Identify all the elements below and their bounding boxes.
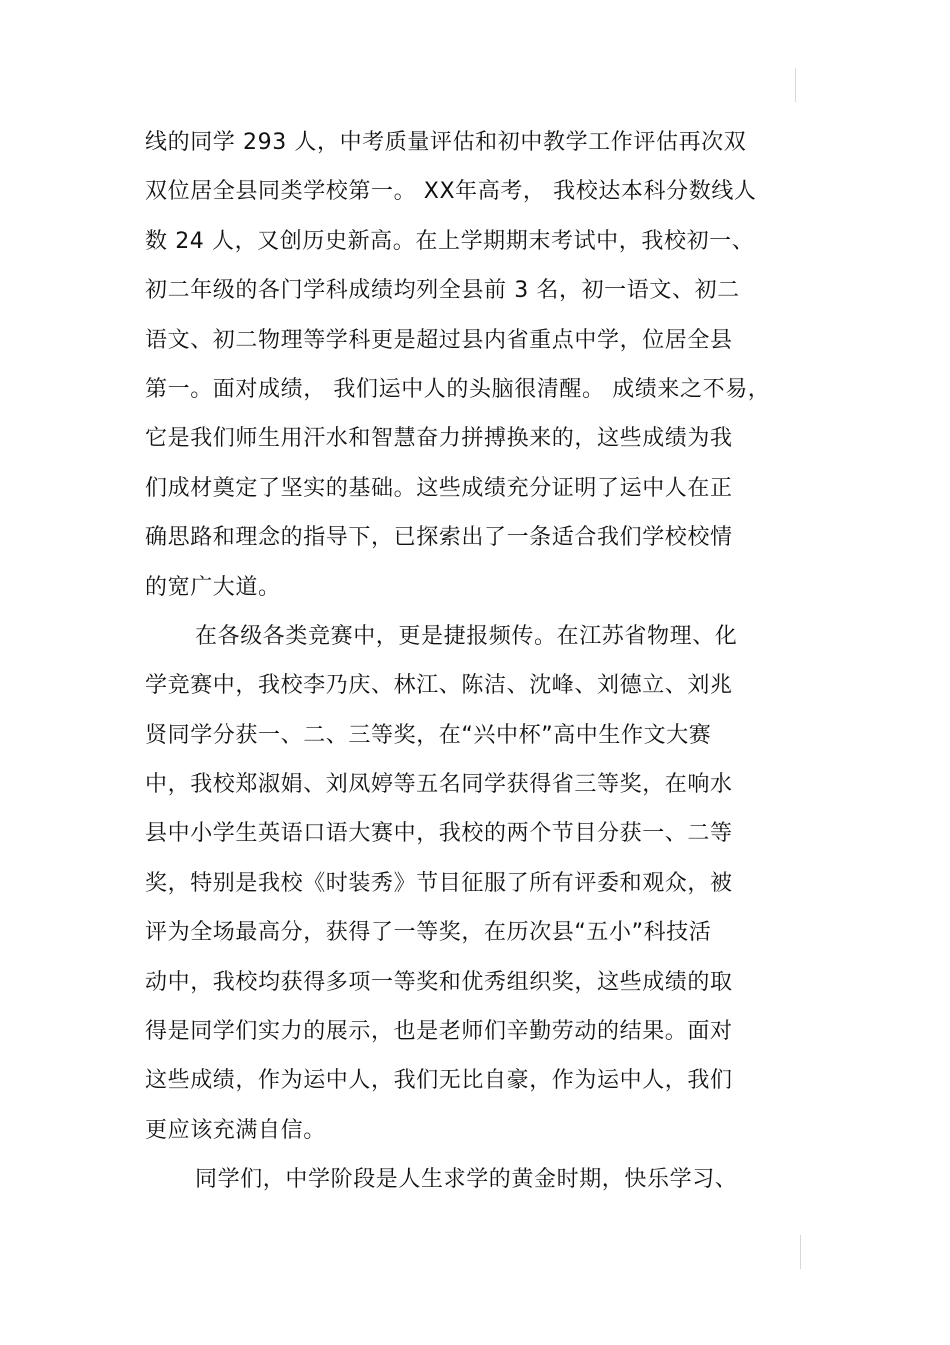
text-line: 奖，特别是我校《时装秀》节目征服了所有评委和观众，被 <box>145 870 733 896</box>
text-line: 县中小学生英语口语大赛中，我校的两个节目分获一、二等 <box>145 821 733 847</box>
text-line: 线的同学 293 人，中考质量评估和初中教学工作评估再次双 <box>145 130 747 155</box>
margin-mark-bottom <box>800 1235 801 1269</box>
text-line: 贤同学分获一、二、三等奖，在“兴中杯”高中生作文大赛 <box>145 722 712 748</box>
text-line: 动中，我校均获得多项一等奖和优秀组织奖，这些成绩的取 <box>145 969 733 995</box>
text-line: 更应该充满自信。 <box>145 1117 326 1143</box>
text-line: 们成材奠定了坚实的基础。这些成绩充分证明了运中人在正 <box>145 475 733 501</box>
text-line: 确思路和理念的指导下，已探索出了一条适合我们学校校情 <box>145 525 733 551</box>
text-line: 它是我们师生用汗水和智慧奋力拼搏换来的，这些成绩为我 <box>145 426 733 452</box>
paragraph-start-line: 在各级各类竞赛中，更是捷报频传。在江苏省物理、化 <box>195 623 738 649</box>
text-line: 的宽广大道。 <box>145 574 281 600</box>
text-line: 第一。面对成绩， 我们运中人的头脑很清醒。 成绩来之不易， <box>145 376 771 402</box>
text-line: 这些成绩，作为运中人，我们无比自豪，作为运中人，我们 <box>145 1068 733 1094</box>
margin-mark-top <box>795 68 796 102</box>
body-text <box>145 118 805 1205</box>
text-line: 初二年级的各门学科成绩均列全县前 3 名，初一语文、初二 <box>145 278 740 304</box>
paragraph-start-line: 同学们，中学阶段是人生求学的黄金时期，快乐学习、 <box>195 1167 738 1193</box>
text-line: 中，我校郑淑娟、刘凤婷等五名同学获得省三等奖，在响水 <box>145 772 733 798</box>
text-line: 学竞赛中，我校李乃庆、林江、陈洁、沈峰、刘德立、刘兆 <box>145 673 733 699</box>
text-line: 双位居全县同类学校第一。 XX年高考， 我校达本科分数线人 <box>145 179 757 205</box>
text-line: 语文、初二物理等学科更是超过县内省重点中学，位居全县 <box>145 327 733 353</box>
text-line: 得是同学们实力的展示，也是老师们辛勤劳动的结果。面对 <box>145 1019 733 1045</box>
text-line: 数 24 人，又创历史新高。在上学期期末考试中，我校初一、 <box>145 228 755 254</box>
text-line: 评为全场最高分，获得了一等奖，在历次县“五小”科技活 <box>145 920 712 946</box>
